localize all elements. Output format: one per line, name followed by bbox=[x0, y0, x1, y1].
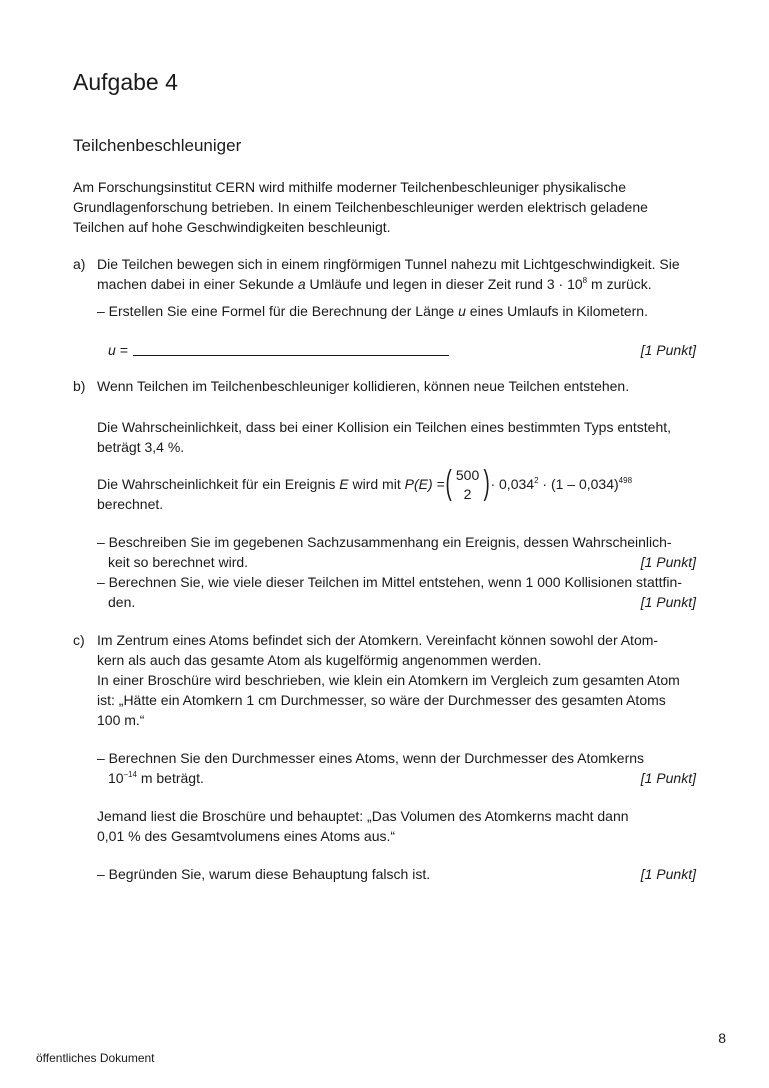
intro-line: Grundlagenforschung betrieben. In einem Teilchenbeschleuniger werden elektrisch geladene bbox=[73, 199, 648, 215]
answer-line[interactable] bbox=[133, 355, 449, 356]
part-b-task: den. bbox=[108, 594, 136, 610]
part-a-label: a) bbox=[73, 256, 86, 272]
binomial-coefficient: ( 500 2 ) bbox=[445, 464, 491, 503]
part-c-text: 100 m.“ bbox=[97, 712, 145, 728]
intro-line: Am Forschungsinstitut CERN wird mithilfe moderner Teilchenbeschleuniger physikalische bbox=[73, 179, 626, 195]
intro-line: Teilchen auf hohe Geschwindigkeiten beschleunigt. bbox=[73, 219, 391, 235]
part-a-text: Die Teilchen bewegen sich in einem ringförmigen Tunnel nahezu mit Lichtgeschwindigkeit. Sie bbox=[97, 256, 680, 272]
part-c-text: 0,01 % des Gesamtvolumens eines Atoms aus.“ bbox=[97, 828, 396, 844]
points-badge: [1 Punkt] bbox=[640, 770, 696, 786]
part-b-text: beträgt 3,4 %. bbox=[97, 439, 185, 455]
part-b-text: Die Wahrscheinlichkeit, dass bei einer Kollision ein Teilchen eines bestimmten Typs entsteht, bbox=[97, 419, 672, 435]
points-badge: [1 Punkt] bbox=[640, 342, 696, 358]
part-a-text: machen dabei in einer Sekunde a Umläufe und legen in dieser Zeit rund $3 \cdot 10^8$ m zurück. bbox=[97, 276, 652, 292]
footer-label: öffentliches Dokument bbox=[36, 1051, 155, 1065]
page-number: 8 bbox=[718, 1030, 726, 1046]
part-c-text: Im Zentrum eines Atoms befindet sich der Atomkern. Vereinfacht können sowohl der Atom- bbox=[97, 632, 659, 648]
part-c-label: c) bbox=[73, 632, 85, 648]
part-c-text: ist: „Hätte ein Atomkern 1 cm Durchmesser, so wäre der Durchmesser des gesamten Atoms bbox=[97, 692, 666, 708]
part-c-task: – Begründen Sie, warum diese Behauptung falsch ist. bbox=[97, 866, 431, 882]
part-c-text: kern als auch das gesamte Atom als kugelförmig angenommen werden. bbox=[97, 652, 542, 668]
part-b-task: keit so berechnet wird. bbox=[108, 554, 249, 570]
part-c-text: In einer Broschüre wird beschrieben, wie klein ein Atomkern im Vergleich zum gesamten Atom bbox=[97, 672, 680, 688]
points-badge: [1 Punkt] bbox=[640, 866, 696, 882]
part-b-task: – Beschreiben Sie im gegebenen Sachzusammenhang ein Ereignis, dessen Wahrscheinlich- bbox=[97, 534, 672, 550]
part-b-text: berechnet. bbox=[97, 496, 164, 512]
page-title: Aufgabe 4 bbox=[73, 69, 178, 95]
part-b-text: Wenn Teilchen im Teilchenbeschleuniger kollidieren, können neue Teilchen entstehen. bbox=[97, 378, 630, 394]
points-badge: [1 Punkt] bbox=[640, 594, 696, 610]
part-b-formula: Die Wahrscheinlichkeit für ein Ereignis E wird mit P(E) = ( 500 2 ) · $0,034^2 \cdot (1 - 0,034)^{498}$ bbox=[97, 464, 632, 507]
part-c-task: $10^{-14}$ m beträgt. bbox=[108, 770, 204, 786]
points-badge: [1 Punkt] bbox=[640, 554, 696, 570]
section-subtitle: Teilchenbeschleuniger bbox=[73, 136, 242, 155]
part-a-task: – Erstellen Sie eine Formel für die Berechnung der Länge u eines Umlaufs in Kilometern. bbox=[97, 303, 648, 319]
part-c-text: Jemand liest die Broschüre und behauptet: „Das Volumen des Atomkerns macht dann bbox=[97, 808, 629, 824]
part-b-task: – Berechnen Sie, wie viele dieser Teilchen im Mittel entstehen, wenn 1 000 Kollisionen stattfin- bbox=[97, 574, 682, 590]
answer-label: u = bbox=[108, 342, 128, 358]
part-b-label: b) bbox=[73, 378, 86, 394]
part-c-task: – Berechnen Sie den Durchmesser eines Atoms, wenn der Durchmesser des Atomkerns bbox=[97, 750, 645, 766]
